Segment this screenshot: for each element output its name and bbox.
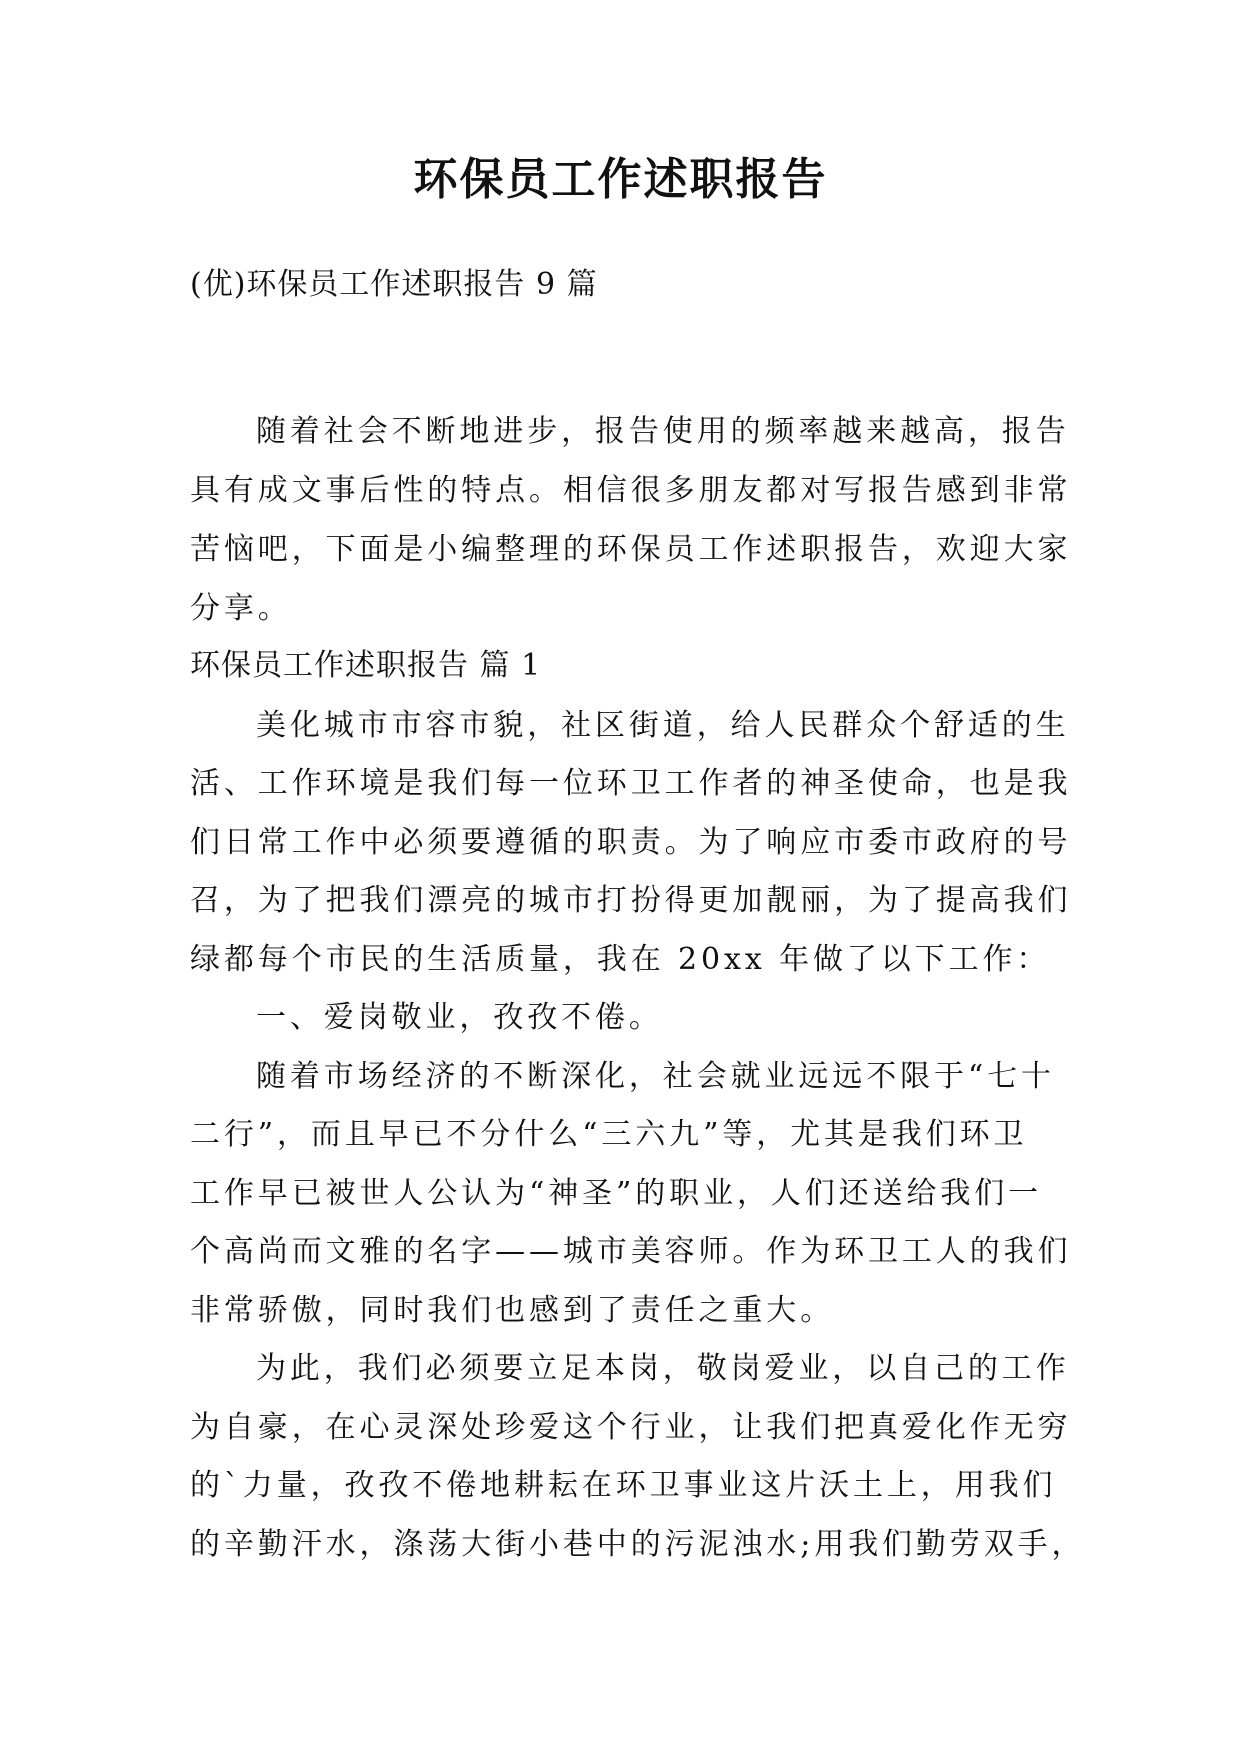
paragraph-line: 绿都每个市民的生活质量，我在 20xx 年做了以下工作：: [190, 942, 1051, 977]
document-subtitle: (优)环保员工作述职报告 9 篇: [190, 267, 598, 302]
section-heading: 环保员工作述职报告 篇 1: [190, 648, 542, 683]
paragraph-line: 召，为了把我们漂亮的城市打扮得更加靓丽，为了提高我们: [190, 883, 1072, 918]
paragraph-line: 为自豪，在心灵深处珍爱这个行业，让我们把真爱化作无穷: [190, 1410, 1072, 1445]
paragraph-line: 随着市场经济的不断深化，社会就业远远不限于“七十: [256, 1059, 1055, 1094]
intro-line: 具有成文事后性的特点。相信很多朋友都对写报告感到非常: [190, 473, 1072, 508]
paragraph-line: 们日常工作中必须要遵循的职责。为了响应市委市政府的号: [190, 825, 1072, 860]
intro-line: 随着社会不断地进步，报告使用的频率越来越高，报告: [256, 414, 1070, 449]
paragraph-line: 活、工作环境是我们每一位环卫工作者的神圣使命，也是我: [190, 766, 1072, 801]
point-heading: 一、爱岗敬业，孜孜不倦。: [256, 1000, 663, 1035]
intro-line: 苦恼吧，下面是小编整理的环保员工作述职报告，欢迎大家: [190, 532, 1072, 567]
paragraph-line: 美化城市市容市貌，社区街道，给人民群众个舒适的生: [256, 708, 1070, 743]
document-title: 环保员工作述职报告: [413, 154, 828, 205]
intro-line: 分享。: [190, 591, 292, 626]
paragraph-line: 的`力量，孜孜不倦地耕耘在环卫事业这片沃土上，用我们: [190, 1468, 1057, 1503]
paragraph-line: 非常骄傲，同时我们也感到了责任之重大。: [190, 1293, 835, 1328]
paragraph-line: 个高尚而文雅的名字——城市美容师。作为环卫工人的我们: [190, 1234, 1072, 1269]
paragraph-line: 的辛勤汗水，涤荡大街小巷中的污泥浊水;用我们勤劳双手，: [190, 1527, 1086, 1562]
paragraph-line: 为此，我们必须要立足本岗，敬岗爱业，以自己的工作: [256, 1351, 1070, 1386]
paragraph-line: 二行”，而且早已不分什么“三六九”等，尤其是我们环卫: [190, 1117, 1028, 1152]
paragraph-line: 工作早已被世人公认为“神圣”的职业，人们还送给我们一: [190, 1176, 1043, 1211]
